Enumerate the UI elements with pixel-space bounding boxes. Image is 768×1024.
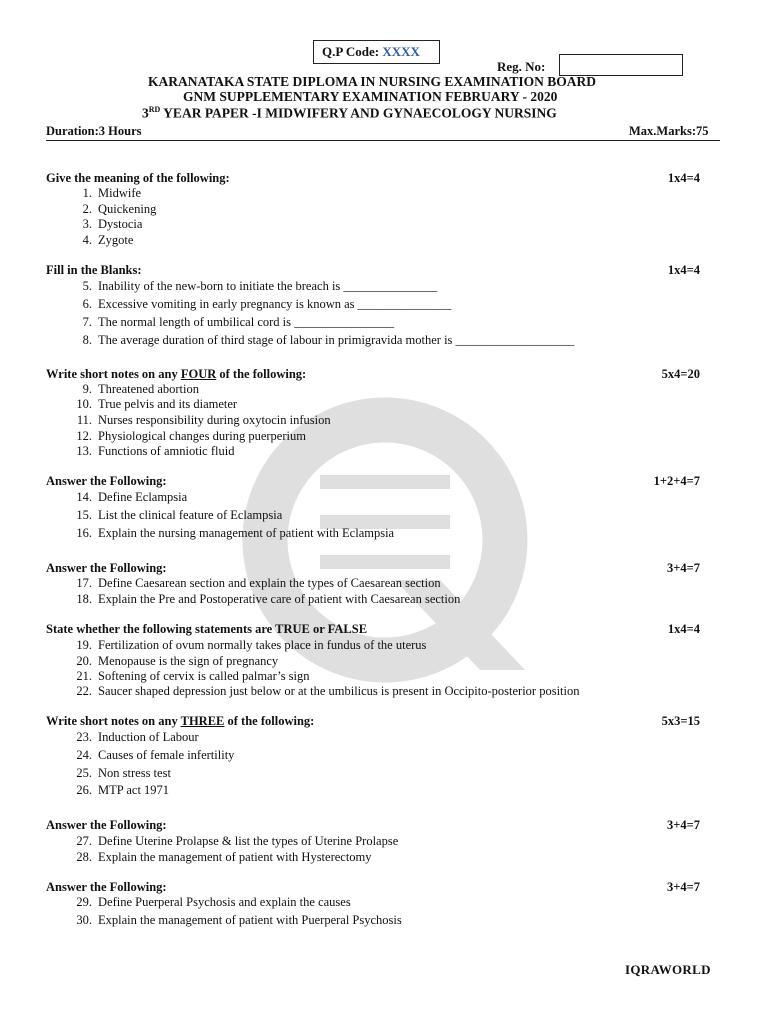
header-divider [46, 140, 720, 141]
question-item: 24. Causes of female infertility [76, 748, 235, 762]
question-item: 19. Fertilization of ovum normally takes place in fundus of the uterus [76, 638, 427, 652]
question-item: 4. Zygote [82, 233, 134, 247]
question-item: 6. Excessive vomiting in early pregnancy is known as _______________ [82, 297, 452, 311]
section-title: Answer the Following: [46, 474, 167, 488]
question-item: 12. Physiological changes during puerperium [76, 429, 306, 443]
question-item: 25. Non stress test [76, 766, 171, 780]
question-item: 1. Midwife [82, 186, 142, 200]
question-item: 14. Define Eclampsia [76, 490, 188, 504]
section-title: Write short notes on any THREE of the following: [46, 714, 315, 728]
section-title: State whether the following statements are TRUE or FALSE [46, 622, 368, 636]
question-item: 23. Induction of Labour [76, 730, 199, 744]
question-item: 26. MTP act 1971 [76, 783, 170, 797]
question-item: 21. Softening of cervix is called palmar’s sign [76, 669, 310, 683]
question-item: 5. Inability of the new-born to initiate the breach is _______________ [82, 279, 438, 293]
board-title: KARANATAKA STATE DIPLOMA IN NURSING EXAMINATION BOARD [148, 74, 597, 89]
question-item: 8. The average duration of third stage of labour in primigravida mother is ___________________ [82, 333, 575, 347]
section-title: Give the meaning of the following: [46, 171, 230, 185]
reg-no-label: Reg. No: [497, 59, 546, 74]
section-marks: 5x3=15 [661, 714, 700, 728]
section-marks: 3+4=7 [667, 880, 700, 894]
question-item: 13. Functions of amniotic fluid [76, 444, 235, 458]
question-item: 7. The normal length of umbilical cord is ________________ [82, 315, 395, 329]
section-marks: 5x4=20 [661, 367, 700, 381]
section-marks: 3+4=7 [667, 561, 700, 575]
question-item: 27. Define Uterine Prolapse & list the types of Uterine Prolapse [76, 834, 399, 848]
section-title: Fill in the Blanks: [46, 263, 142, 277]
section-title: Answer the Following: [46, 561, 167, 575]
question-item: 30. Explain the management of patient with Puerperal Psychosis [76, 913, 402, 927]
question-item: 15. List the clinical feature of Eclampsia [76, 508, 283, 522]
exam-title: GNM SUPPLEMENTARY EXAMINATION FEBRUARY - 2020 [183, 89, 558, 104]
section-marks: 3+4=7 [667, 818, 700, 832]
section-marks: 1x4=4 [667, 263, 700, 277]
section-marks: 1x4=4 [667, 171, 700, 185]
section-title: Write short notes on any FOUR of the following: [46, 367, 307, 381]
max-marks: Max.Marks:75 [629, 124, 709, 138]
question-item: 10. True pelvis and its diameter [76, 397, 238, 411]
reg-no-field[interactable] [559, 54, 683, 76]
section-marks: 1+2+4=7 [653, 474, 700, 488]
section-title: Answer the Following: [46, 818, 167, 832]
question-item: 28. Explain the management of patient with Hysterectomy [76, 850, 372, 864]
qp-code-value: XXXX [382, 44, 420, 59]
qp-code-label: Q.P Code: XXXX [322, 44, 420, 59]
question-item: 2. Quickening [82, 202, 157, 216]
question-item: 22. Saucer shaped depression just below or at the umbilicus is present in Occipito-posterior position [76, 684, 580, 698]
paper-title: 3RD YEAR PAPER -I MIDWIFERY AND GYNAECOLOGY NURSING [142, 105, 557, 121]
footer-brand: IQRAWORLD [625, 962, 711, 977]
section-marks: 1x4=4 [667, 622, 700, 636]
question-item: 29. Define Puerperal Psychosis and explain the causes [76, 895, 351, 909]
question-item: 20. Menopause is the sign of pregnancy [76, 654, 279, 668]
question-item: 3. Dystocia [82, 217, 143, 231]
question-item: 18. Explain the Pre and Postoperative care of patient with Caesarean section [76, 592, 461, 606]
question-item: 11. Nurses responsibility during oxytocin infusion [76, 413, 331, 427]
duration: Duration:3 Hours [46, 124, 142, 138]
section-title: Answer the Following: [46, 880, 167, 894]
question-item: 17. Define Caesarean section and explain the types of Caesarean section [76, 576, 441, 590]
question-item: 9. Threatened abortion [82, 382, 199, 396]
question-item: 16. Explain the nursing management of patient with Eclampsia [76, 526, 395, 540]
